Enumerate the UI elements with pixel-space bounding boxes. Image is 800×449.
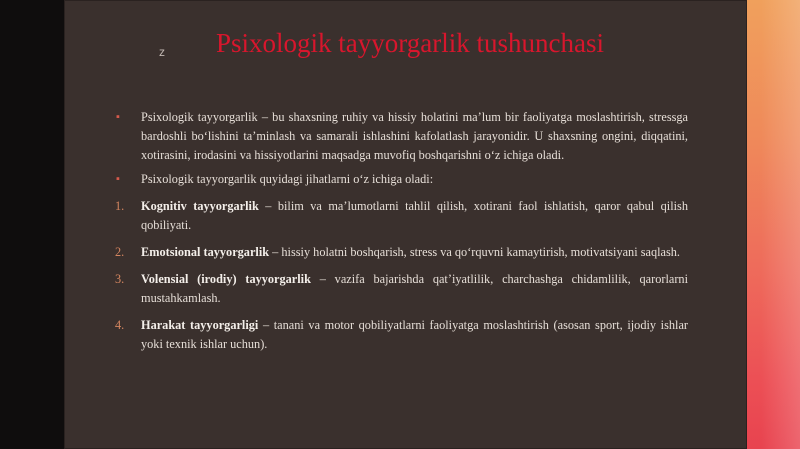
list-number: 4. (115, 318, 125, 332)
list-description: – bilim va ma’lumotlarni tahlil qilish, xotirani faol ishlatish, qaror qabul qilish qobiliyati. (141, 199, 688, 232)
list-item-motor (115, 316, 688, 354)
list-term: Kognitiv tayyorgarlik (141, 199, 259, 213)
list-number: 3. (115, 272, 125, 286)
list-item-emotional (115, 243, 688, 262)
list-description: – vazifa bajarishda qat’iyatlilik, charchashga chidamlilik, qarorlarni mustahkamlash. (141, 272, 688, 305)
bullet-icon: ▪ (116, 173, 120, 185)
paragraph-text: Psixologik tayyorgarlik – bu shaxsning ruhiy va hissiy holatini ma’lum bir faoliyatga moslashtirish, stressga bardoshli bo‘lishini ta’minlash va samarali ishlashini kafolatlash jarayonidir. U shaxsning ongini, diqqatini, xotirasini, irodasini va hissiyotlarini maqsadga muvofiq boshqarishni o‘z ichiga oladi. (141, 110, 688, 162)
slide-title: Psixologik tayyorgarlik tushunchasi (216, 28, 604, 58)
list-item-cognitive (115, 197, 688, 235)
paragraph-intro-list (115, 170, 688, 189)
decorative-side-band (747, 0, 800, 449)
paragraph-definition (115, 108, 688, 165)
side-band-gloss (761, 0, 800, 449)
list-description: – hissiy holatni boshqarish, stress va qo‘rquvni kamaytirish, motivatsiyani saqlash. (269, 245, 680, 259)
list-item-volitional (115, 270, 688, 308)
list-number: 1. (115, 199, 125, 213)
bullet-icon: ▪ (116, 111, 120, 123)
list-term: Emotsional tayyorgarlik (141, 245, 270, 259)
corner-mark: z (159, 45, 165, 59)
list-description: – tanani va motor qobiliyatlarni faoliyatga moslashtirish (asosan sport, ijodiy ishlar yoki texnik ishlar uchun). (141, 318, 688, 351)
list-term: Volensial (irodiy) tayyorgarlik (141, 272, 311, 286)
list-number: 2. (115, 245, 125, 259)
list-term: Harakat tayyorgarligi (141, 318, 259, 332)
paragraph-text: Psixologik tayyorgarlik quyidagi jihatlarni o‘z ichiga oladi: (141, 172, 434, 186)
slide-body (115, 108, 688, 354)
